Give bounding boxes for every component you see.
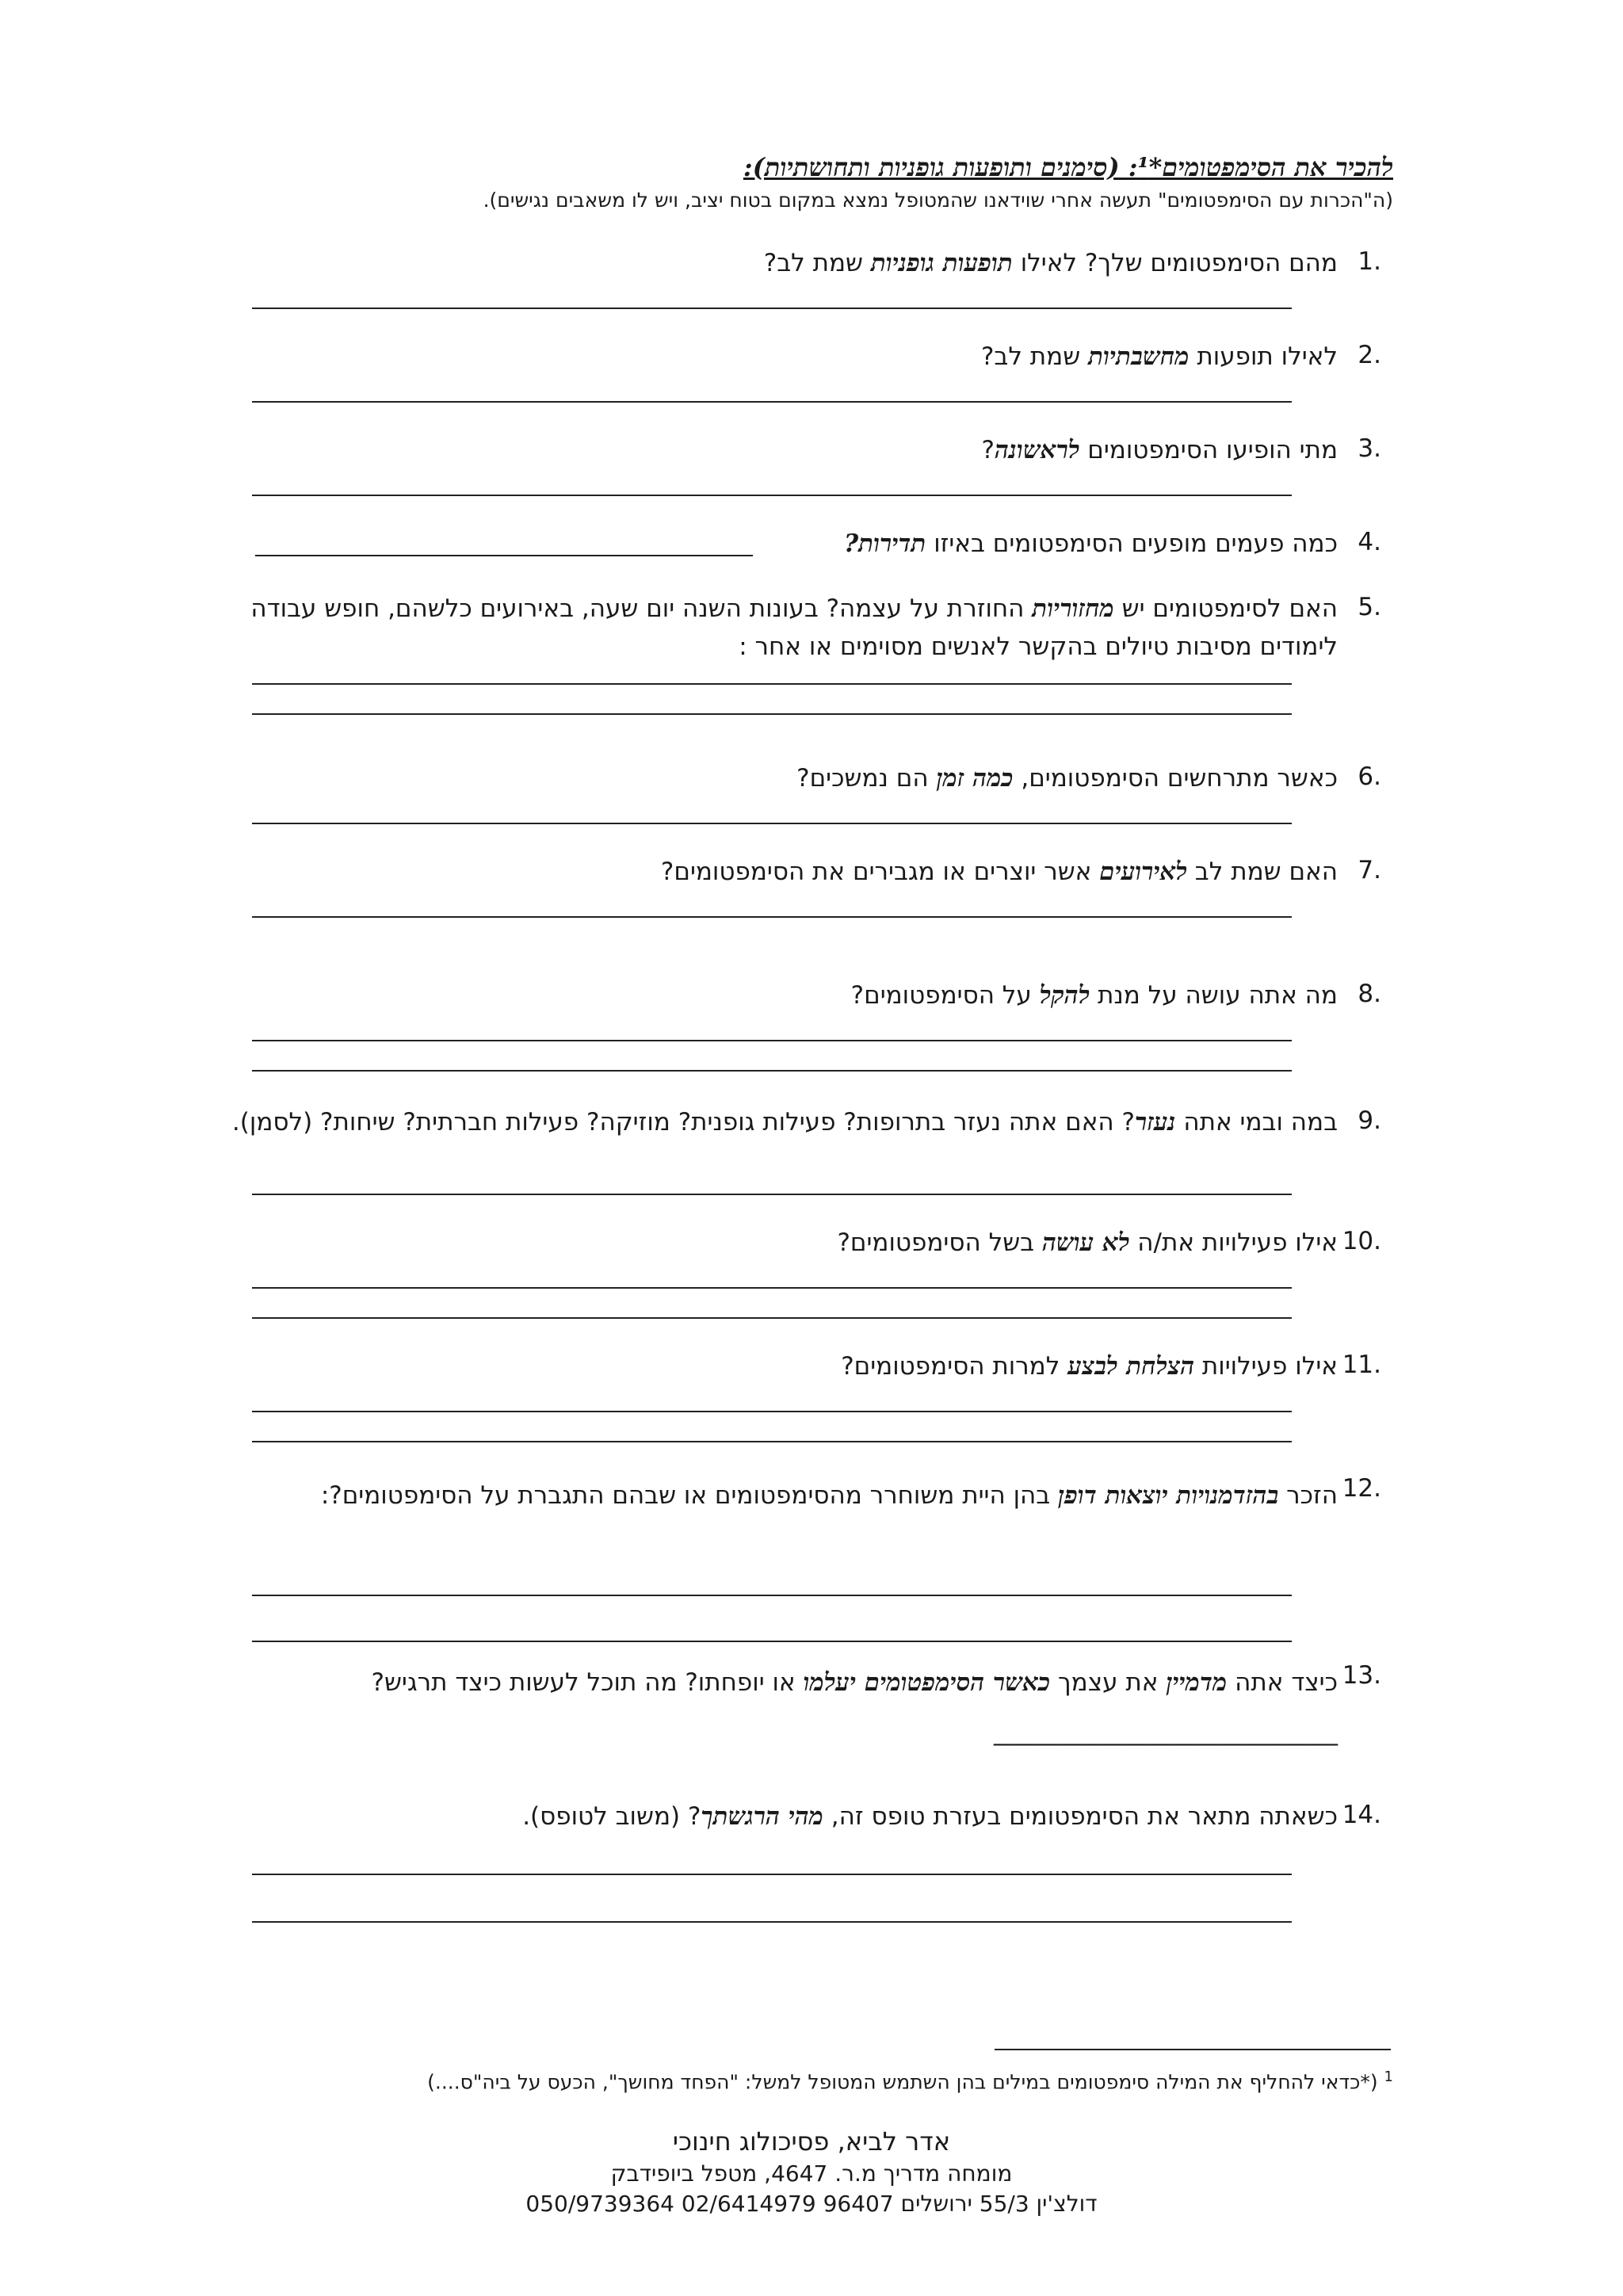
answer-line[interactable] xyxy=(252,1194,1292,1195)
answer-line[interactable] xyxy=(252,1441,1292,1442)
question-6: כאשר מתרחשים הסימפטומים, כמה זמן הם נמשכים? xyxy=(796,764,1338,793)
question-number: 3. xyxy=(1358,434,1381,463)
page-subtitle: (ה"הכרות עם הסימפטומים" תעשה אחרי שוידאנו שהמטופל נמצא במקום בטוח יציב, ויש לו משאבים נגישים). xyxy=(483,189,1393,212)
answer-line[interactable] xyxy=(252,1070,1292,1072)
answer-line[interactable] xyxy=(252,713,1292,715)
question-number: 8. xyxy=(1358,980,1381,1008)
answer-line[interactable] xyxy=(252,1287,1292,1289)
question-number: 13. xyxy=(1342,1661,1381,1690)
question-number: 12. xyxy=(1342,1474,1381,1503)
answer-line[interactable] xyxy=(252,308,1292,309)
question-13: כיצד אתה מדמיין את עצמך כאשר הסימפטומים יעלמו או יופחתו? מה תוכל לעשות כיצד תרגיש? ____________________________ xyxy=(371,1668,1338,1746)
question-12: הזכר בהזדמנויות יוצאות דופן בהן היית משוחרר מהסימפטומים או שבהם התגברת על הסימפטומים?: xyxy=(320,1481,1338,1510)
page-title: להכיר את הסימפטומים*¹: (סימנים ותופעות גופניות ותחושתיות): xyxy=(743,152,1393,182)
question-number: 4. xyxy=(1358,528,1381,556)
question-10: אילו פעילויות את/ה לא עושה בשל הסימפטומים? xyxy=(837,1228,1338,1257)
signature-line-2: מומחה מדריך מ.ר. 4647, מטפל ביופידבק xyxy=(610,2160,1013,2187)
question-number: 11. xyxy=(1342,1350,1381,1379)
answer-line[interactable] xyxy=(252,1411,1292,1412)
question-3: מתי הופיעו הסימפטומים לראשונה? xyxy=(981,436,1338,464)
signature-line-3: דולצ'ין 55/3 ירושלים 96407 02/6414979 050/9739364 xyxy=(525,2191,1098,2217)
question-7: האם שמת לב לאירועים אשר יוצרים או מגבירים את הסימפטומים? xyxy=(660,858,1338,886)
answer-line[interactable] xyxy=(252,1874,1292,1875)
answer-line[interactable] xyxy=(252,1040,1292,1041)
answer-line[interactable] xyxy=(252,823,1292,824)
answer-line[interactable] xyxy=(252,1921,1292,1923)
question-number: 1. xyxy=(1358,247,1381,276)
answer-line[interactable] xyxy=(252,916,1292,918)
question-number: 5. xyxy=(1358,593,1381,621)
question-1: מהם הסימפטומים שלך? לאילו תופעות גופניות שמת לב? xyxy=(763,249,1338,277)
question-4: כמה פעמים מופעים הסימפטומים באיזו תדירות? xyxy=(844,529,1338,558)
signature-name: אדר לביא, פסיכולוג חינוכי xyxy=(672,2126,951,2157)
question-2: לאילו תופעות מחשבתיות שמת לב? xyxy=(980,342,1338,371)
answer-line[interactable] xyxy=(252,401,1292,403)
footnote: $^1$ (*כדאי להחליף את המילה סימפטומים במילים בהן השתמש המטופל למשל: "הפחד מחושך", הכעס על ביה"ס....) xyxy=(427,2069,1393,2094)
answer-line[interactable] xyxy=(252,1641,1292,1642)
question-8: מה אתה עושה על מנת להקל על הסימפטומים? xyxy=(850,981,1338,1010)
answer-line[interactable] xyxy=(255,555,753,556)
question-number: 6. xyxy=(1358,762,1381,791)
question-number: 2. xyxy=(1358,341,1381,369)
question-9: במה ובמי אתה נעזר? האם אתה נעזר בתרופות? פעילות גופנית? מוזיקה? פעילות חברתית? שיחות? (לסמן). xyxy=(231,1108,1338,1137)
question-number: 7. xyxy=(1358,856,1381,884)
question-14: כשאתה מתאר את הסימפטומים בעזרת טופס זה, מהי הרגשתך? (משוב לטופס). xyxy=(522,1802,1338,1831)
question-5: האם לסימפטומים יש מחזוריות החוזרת על עצמה? בעונות השנה יום שעה, באירועים כלשהם, חופש עבודה לימודים מסיבות טיולים בהקשר לאנשים מסוימים או אחר : xyxy=(250,594,1338,661)
question-number: 10. xyxy=(1342,1227,1381,1255)
question-number: 9. xyxy=(1358,1106,1381,1135)
answer-line[interactable] xyxy=(252,683,1292,685)
answer-line[interactable] xyxy=(252,495,1292,496)
question-number: 14. xyxy=(1342,1801,1381,1829)
answer-line[interactable] xyxy=(252,1595,1292,1596)
footnote-divider xyxy=(995,2049,1391,2050)
question-11: אילו פעילויות הצלחת לבצע למרות הסימפטומים? xyxy=(841,1352,1338,1381)
answer-line[interactable] xyxy=(252,1317,1292,1319)
